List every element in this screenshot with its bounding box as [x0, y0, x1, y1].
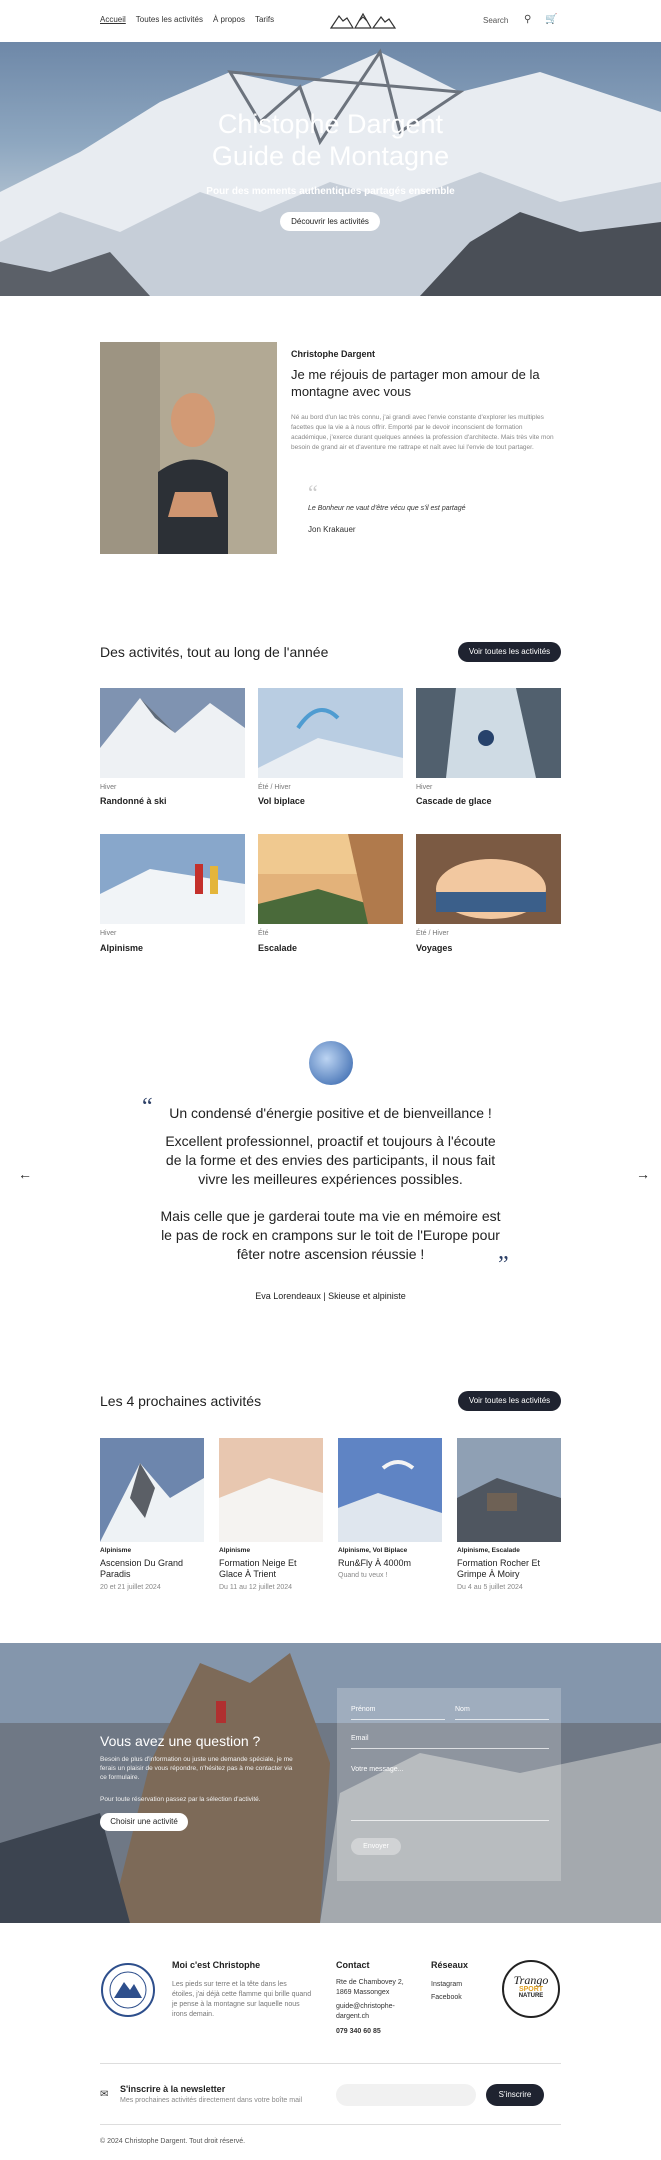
about-quote: Le Bonheur ne vaut d'être vécu que s'il est partagé: [308, 505, 466, 512]
carousel-prev-icon[interactable]: ←: [18, 1166, 32, 1182]
search-icon[interactable]: ⚲: [524, 14, 532, 25]
upcoming-card-image[interactable]: [219, 1438, 323, 1542]
activity-title[interactable]: Alpinisme: [100, 943, 144, 953]
footer-divider: [100, 2124, 561, 2125]
activity-card-image[interactable]: [258, 834, 403, 924]
newsletter-subtitle: Mes prochaines activités directement dans votre boîte mail: [120, 2097, 303, 2104]
footer-facebook-link[interactable]: Facebook: [431, 1994, 462, 2001]
discover-activities-button[interactable]: Découvrir les activités: [280, 212, 380, 231]
upcoming-date: 20 et 21 juillet 2024: [100, 1584, 161, 1591]
upcoming-title[interactable]: Formation Neige Et Glace À Trient: [219, 1558, 297, 1579]
activity-card-image[interactable]: [100, 834, 245, 924]
testimonial-lead: Un condensé d'énergie positive et de bienveillance !: [169, 1105, 492, 1121]
contact-text: Besoin de plus d'information ou juste une demande spéciale, je me ferais un plaisir de vous répondre, n'hésitez pas à me contacter via ce formulaire.: [100, 1756, 293, 1781]
newsletter-subscribe-button[interactable]: S'inscrire: [486, 2084, 544, 2106]
upcoming-title[interactable]: Formation Rocher Et Grimpe À Moiry: [457, 1558, 541, 1579]
footer-address: Rte de Chambovey 2, 1869 Massongex: [336, 1979, 404, 1996]
carousel-next-icon[interactable]: →: [636, 1166, 650, 1182]
hero-banner: [0, 42, 661, 296]
about-body: Né au bord d'un lac très connu, j'ai grandi avec l'envie constante d'explorer les multiples facettes que la vie a à nous offrir. Emporté par le devoir inconscient de formation académique, j'exerce durant quelques années la profession d'architecte. Mais très vite mon besoin de grand air et d'aventure me rattrape et naît avec lui l'envie de tout partager.: [291, 414, 554, 451]
footer-contact-title: Contact: [336, 1960, 370, 1970]
nav-link-activites[interactable]: Toutes les activités: [135, 15, 203, 24]
footer-divider: [100, 2063, 561, 2064]
mail-icon: ✉: [100, 2089, 109, 2100]
contact-reservation-note: Pour toute réservation passez par la sélection d'activité.: [100, 1796, 261, 1803]
footer-about-title: Moi c'est Christophe: [172, 1960, 261, 1970]
nav-link-a-propos[interactable]: À propos: [212, 15, 245, 24]
upcoming-tag: Alpinisme, Escalade: [457, 1547, 520, 1554]
activities-heading: Des activités, tout au long de l'année: [100, 644, 329, 660]
message-field[interactable]: Votre message...: [351, 1766, 404, 1773]
about-headline: Je me réjouis de partager mon amour de la montagne avec vous: [291, 367, 540, 399]
contact-form: [337, 1688, 561, 1881]
about-name: Christophe Dargent: [291, 349, 376, 359]
upcoming-tag: Alpinisme, Vol Biplace: [338, 1547, 408, 1554]
hero-title-line2: Guide de Montagne: [211, 141, 450, 171]
partner-logo[interactable]: Trango SPORT NATURE: [502, 1960, 560, 2018]
testimonial-author: Eva Lorendeaux | Skieuse et alpiniste: [255, 1291, 406, 1301]
activity-card-image[interactable]: [416, 688, 561, 778]
hero-title-line1: Chistophe Dargent: [217, 109, 444, 139]
activity-title[interactable]: Escalade: [258, 943, 298, 953]
choose-activity-button[interactable]: Choisir une activité: [100, 1813, 188, 1831]
portrait-photo: [100, 342, 277, 554]
nav-link-tarifs[interactable]: Tarifs: [254, 15, 275, 24]
see-all-upcoming-button[interactable]: Voir toutes les activités: [458, 1391, 561, 1411]
testimonial-text: Un condensé d'énergie positive et de bienveillance ! Excellent professionnel, proactif et toujours à l'écoute de la forme et des envies des participants, il nous fait vivre les meilleures expériences possibles. Mais celle que je garderai toute ma vie en mémoire est le pas de rock en crampons sur le toit de l'Europe pour fêter notre ascension réussie !: [90, 1104, 571, 1264]
activity-card-image[interactable]: [416, 834, 561, 924]
upcoming-card-image[interactable]: [457, 1438, 561, 1542]
nav-links: [100, 15, 274, 24]
footer-phone[interactable]: 079 340 60 85: [336, 2028, 381, 2035]
quote-close-icon: ”: [498, 1252, 509, 1278]
lastname-field[interactable]: Nom: [455, 1706, 470, 1713]
quote-open-icon: “: [308, 480, 318, 505]
activity-season: Hiver: [100, 930, 117, 937]
copyright: © 2024 Christophe Dargent. Tout droit réservé.: [100, 2138, 246, 2145]
see-all-activities-button[interactable]: Voir toutes les activités: [458, 642, 561, 662]
activity-card-image[interactable]: [100, 688, 245, 778]
guide-badge-logo: [100, 1962, 156, 2018]
upcoming-date: Du 11 au 12 juillet 2024: [219, 1584, 293, 1591]
contact-section: [0, 1643, 661, 1923]
newsletter-email-input[interactable]: [336, 2084, 476, 2106]
quote-open-icon: “: [142, 1094, 153, 1120]
top-navbar: [0, 0, 661, 42]
testimonial-avatar: [309, 1041, 353, 1085]
activity-season: Été / Hiver: [258, 784, 291, 791]
activity-season: Été: [258, 930, 269, 937]
upcoming-card-image[interactable]: [100, 1438, 204, 1542]
footer-about-text: Les pieds sur terre et la tête dans les étoiles, j'ai déjà cette flamme qui brille quand je pense à la montagne sur laquelle nous irons demain.: [172, 1981, 312, 2018]
activity-title[interactable]: Voyages: [416, 943, 453, 953]
upcoming-tag: Alpinisme: [219, 1547, 251, 1554]
contact-heading: Vous avez une question ?: [100, 1733, 261, 1749]
activity-season: Hiver: [416, 784, 433, 791]
search-input[interactable]: Search: [483, 16, 509, 25]
firstname-field[interactable]: Prénom: [351, 1706, 376, 1713]
activity-title[interactable]: Vol biplace: [258, 796, 305, 806]
upcoming-heading: Les 4 prochaines activités: [100, 1393, 262, 1409]
upcoming-title[interactable]: Ascension Du Grand Paradis: [100, 1558, 184, 1579]
contact-background-image: [0, 1643, 661, 1923]
upcoming-title[interactable]: Run&Fly À 4000m: [338, 1558, 412, 1568]
cart-icon[interactable]: 🛒: [545, 14, 558, 25]
email-field[interactable]: Email: [351, 1735, 369, 1742]
activity-card-image[interactable]: [258, 688, 403, 778]
upcoming-card-image[interactable]: [338, 1438, 442, 1542]
upcoming-tag: Alpinisme: [100, 1547, 132, 1554]
nav-link-accueil[interactable]: Accueil: [100, 15, 126, 24]
hero-subtitle: Pour des moments authentiques partagés ensemble: [206, 186, 455, 197]
activity-season: Été / Hiver: [416, 930, 449, 937]
footer-social-title: Réseaux: [431, 1960, 469, 1970]
footer-email-link[interactable]: guide@christophe- dargent.ch: [336, 2003, 395, 2020]
footer-instagram-link[interactable]: Instagram: [431, 1981, 463, 1988]
newsletter-title: S'inscrire à la newsletter: [120, 2084, 226, 2094]
mountain-logo-icon[interactable]: [329, 12, 397, 30]
send-button[interactable]: Envoyer: [351, 1838, 401, 1855]
activity-title[interactable]: Randonné à ski: [100, 796, 167, 806]
activity-title[interactable]: Cascade de glace: [416, 796, 492, 806]
activity-season: Hiver: [100, 784, 117, 791]
upcoming-date: Du 4 au 5 juillet 2024: [457, 1584, 523, 1591]
about-quote-author: Jon Krakauer: [308, 525, 356, 534]
upcoming-date: Quand tu veux !: [338, 1572, 388, 1579]
